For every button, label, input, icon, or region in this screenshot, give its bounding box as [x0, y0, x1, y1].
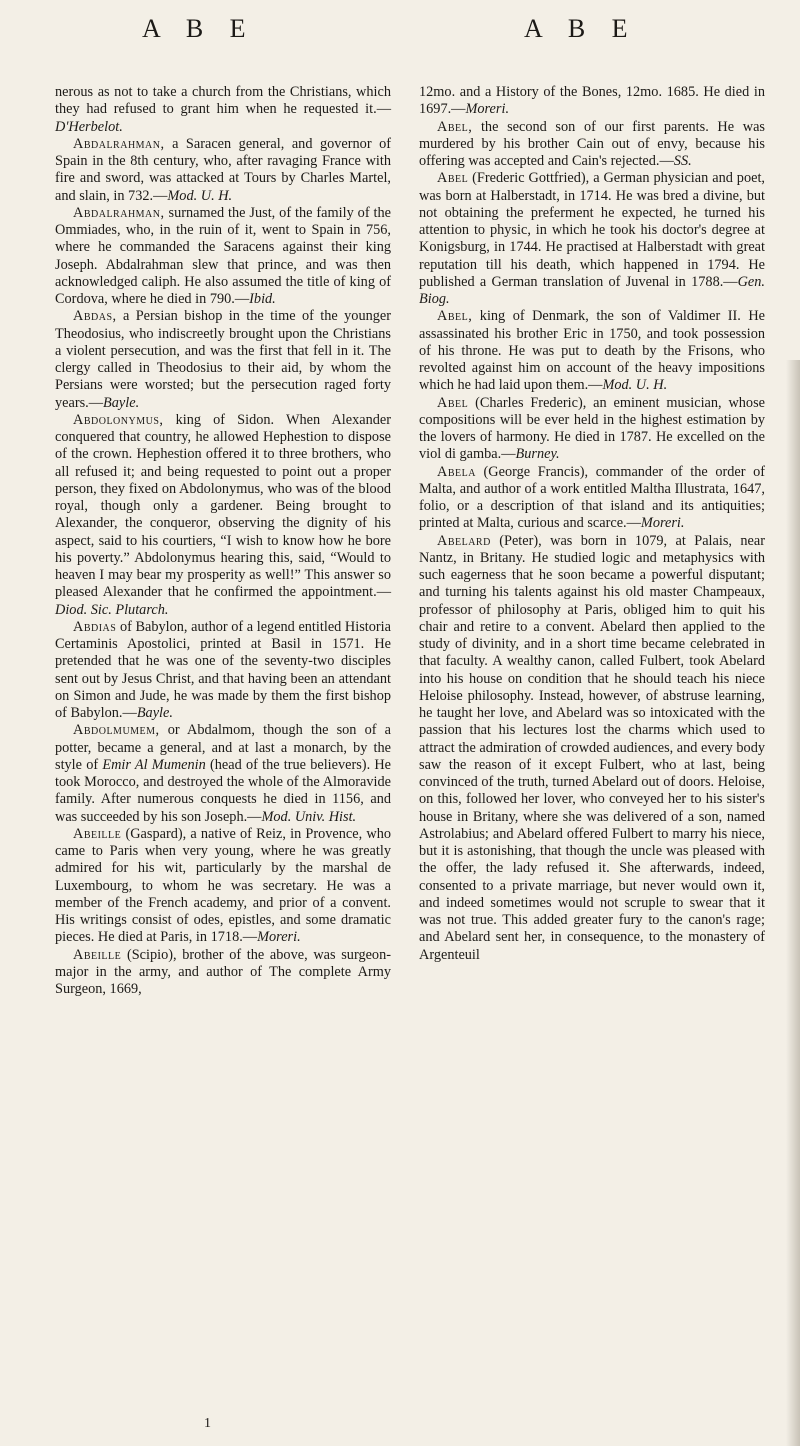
entry: [419, 308, 765, 394]
entry: [55, 308, 391, 412]
entry-headword: Abelard: [437, 532, 491, 549]
entry-headword: Abdalrahman,: [73, 135, 165, 152]
entry: [419, 464, 765, 533]
entry-headword: Abeille: [73, 946, 122, 963]
entry-source: Moreri.: [257, 929, 301, 946]
signature-mark: 1: [204, 1416, 211, 1431]
entry-headword: Abeille: [73, 825, 122, 842]
entry-source: SS.: [673, 153, 692, 169]
running-head-right: A B E: [524, 14, 638, 43]
entry-headword: Abdolmumem,: [73, 722, 160, 739]
entry-source: Moreri.: [465, 101, 510, 118]
entry-headword: Abel: [437, 170, 469, 187]
entry-source: Bayle.: [136, 705, 173, 721]
entry-source: Bayle.: [103, 394, 140, 411]
entry: [419, 533, 765, 964]
entry: [55, 722, 391, 826]
entry-text: a Saracen general, and governor of Spain in the 8th century, who, after ravaging France with fire and sword, was attacked at Tours by Charles Martel, and slain, in 732.—: [55, 135, 391, 204]
entry: [55, 412, 391, 619]
entry-headword: Abdalrahman,: [73, 204, 165, 221]
entry-source: Gen. Biog.: [419, 273, 765, 307]
entry-text: king of Sidon. When Alexander conquered that country, he allowed Hephestion to dispose of the crown. Hephestion offered it to three brothers, who all refused it; and being requested to point out a proper person, they fixed on Abdolonymus, who was of the blood royal, though only a gardener. Being brought to Alexander, the conqueror, observing the dignity of his aspect, said to his courtiers, “I wish to know how he bore his poverty.” Abdolonymus hearing this, said, “Would to heaven I may bear my prosperity as well!” This answer so pleased Alexander that he confirmed the appointment.—: [55, 411, 391, 601]
entry-headword: Abdas,: [73, 308, 117, 325]
entry-text: the second son of our first parents. He was murdered by his brother Cain out of envy, because his offering was accepted and Cain's rejected.—: [419, 118, 765, 169]
entry: [55, 826, 391, 947]
entry: [55, 205, 391, 309]
entry-text: (Peter), was born in 1079, at Palais, near Nantz, in Britany. He studied logic and metaphysics with such eagerness that he soon became a powerful disputant; and turning his talents against his old master Champeaux, professor of philosophy at Paris, obliged him to quit his chair and retire to a convent. Abelard then applied to the study of divinity, and in a short time became celebrated in that faculty. A wealthy canon, called Fulbert, took Abelard into his house on condition that he should teach his niece Heloise philosophy. Instead, however, of abstruse learning, he taught her love, and Abelard was so intoxicated with the passion that his lectures lost the charms which used to attract the admiration of crowded audiences, and every body saw the reason of it except Fulbert, who at last, being convinced of the truth, turned Abelard out of doors. Heloise, on this, followed her lover, who conveyed her to his sister's house in Britany, where she was delivered of a son, named Astrolabius; and Abelard offered Fulbert to marry his niece, but it is astonishing, that though the uncle was pleased with the offer, the lady refused it. She afterwards, indeed, consented to a private marriage, but never would own it, and indeed sometimes would not scruple to swear that it was not true. This added greater fury to the canon's rage; and Abelard sent her, in consequence, to the monastery of Argenteuil: [419, 532, 765, 963]
entry-headword: Abel,: [437, 118, 473, 135]
entry-source: Moreri.: [640, 515, 685, 532]
entry-source: Mod. U. H.: [167, 187, 233, 204]
entry-headword: Abdolonymus,: [73, 411, 164, 428]
entry: [55, 136, 391, 205]
entry: [55, 84, 391, 136]
entry-headword: Abela: [437, 463, 476, 480]
entry-text: (Scipio), brother of the above, was surgeon-major in the army, and author of The complete Army Surgeon, 1669,: [55, 946, 391, 997]
entry-text: (Gaspard), a native of Reiz, in Provence, who came to Paris when very young, where he was greatly admired for his wit, particularly by the marshal de Luxembourg, to whom he was secretary. He was a member of the French academy, and prior of a convent. His writings consist of odes, epistles, and some dramatic pieces. He died at Paris, in 1718.—: [55, 825, 391, 946]
entry-source: Mod. Univ. Hist.: [261, 808, 357, 825]
entry-text: or Abdalmom, though the son of a potter, became a general, and at last a monarch, by the style of: [55, 722, 391, 773]
entry-text: surnamed the Just, of the family of the Ommiades, who, in the ruin of it, went to Spain in 756, where he commanded the Saracens against their king Joseph. Abdalrahman slew that prince, and was then acknowledged caliph. He also assumed the title of king of Cordova, where he died in 790.—: [55, 204, 391, 307]
entry-source: D'Herbelot.: [55, 118, 123, 135]
entry-headword: Abel: [437, 394, 469, 411]
entry: [419, 119, 765, 171]
entry-text: (Frederic Gottfried), a German physician and poet, was born at Halberstadt, in 1714. He was bred a divine, but not obtaining the preferment he expected, he turned his attention to physic, in which he took his doctor's degree at Konigsburg, in 1744. He practised at Halberstadt with great reputation till his death, which happened in 1794. He published a German translation of Juvenal in 1788.—: [419, 170, 765, 290]
entry-text: of Babylon, author of a legend entitled Historia Certaminis Apostolici, printed at Basil in 1571. He pretended that he was one of the seventy-two disciples sent out by Jesus Christ, and that having been an attendant on Simon and Jude, he was made by them the first bishop of Babylon.—: [55, 618, 391, 721]
binding-shadow: [786, 360, 800, 1446]
entry: [55, 619, 391, 723]
entry: [419, 84, 765, 119]
entry-text: (Charles Frederic), an eminent musician, whose compositions will be ever held in the highest estimation by the lovers of harmony. He died in 1787. He excelled on the viol di gamba.—: [419, 394, 765, 463]
entry-text: nerous as not to take a church from the Christians, which they had refused to grant him when he requested it.—: [55, 84, 391, 118]
entry-text-continued: (head of the true believers). He took Morocco, and destroyed the whole of the Almoravide family. After numerous conquests he died in 1156, and was succeeded by his son Joseph.—: [55, 756, 392, 825]
entry-headword: Abdias: [73, 618, 117, 635]
entry-text: (George Francis), commander of the order of Malta, and author of a work entitled Maltha Illustrata, 1647, folio, or a description of that island and its antiquities; printed at Malta, curious and scarce.—: [419, 463, 765, 532]
entry: [55, 947, 391, 999]
entry-source: Burney.: [515, 446, 560, 463]
entry-source: Mod. U. H.: [602, 377, 668, 394]
running-head-left: A B E: [142, 14, 256, 43]
entry-text: 12mo. and a History of the Bones, 12mo. 1685. He died in 1697.—: [419, 84, 765, 118]
left-column: [55, 84, 391, 998]
entry-headword: Abel,: [437, 308, 473, 325]
entry-italic-text: Emir Al Mumenin: [102, 756, 206, 773]
entry-source: Ibid.: [249, 291, 276, 307]
entry: [419, 170, 765, 308]
entry-source: Diod. Sic. Plutarch.: [55, 601, 169, 618]
right-column: [419, 84, 765, 964]
entry-text: king of Denmark, the son of Valdimer II. He assassinated his brother Eric in 1750, and took possession of his throne. He was put to death by the Frisons, who revolted against him on account of the heavy impositions which he had laid upon them.—: [419, 308, 765, 394]
entry: [419, 395, 765, 464]
entry-text: a Persian bishop in the time of the younger Theodosius, who indiscreetly brought upon the Christians a violent persecution, and was the first that fell in it. The clergy called in Theodosius to their aid, by whom the Persians were worsted; but the persecution raged forty years.—: [55, 308, 391, 411]
